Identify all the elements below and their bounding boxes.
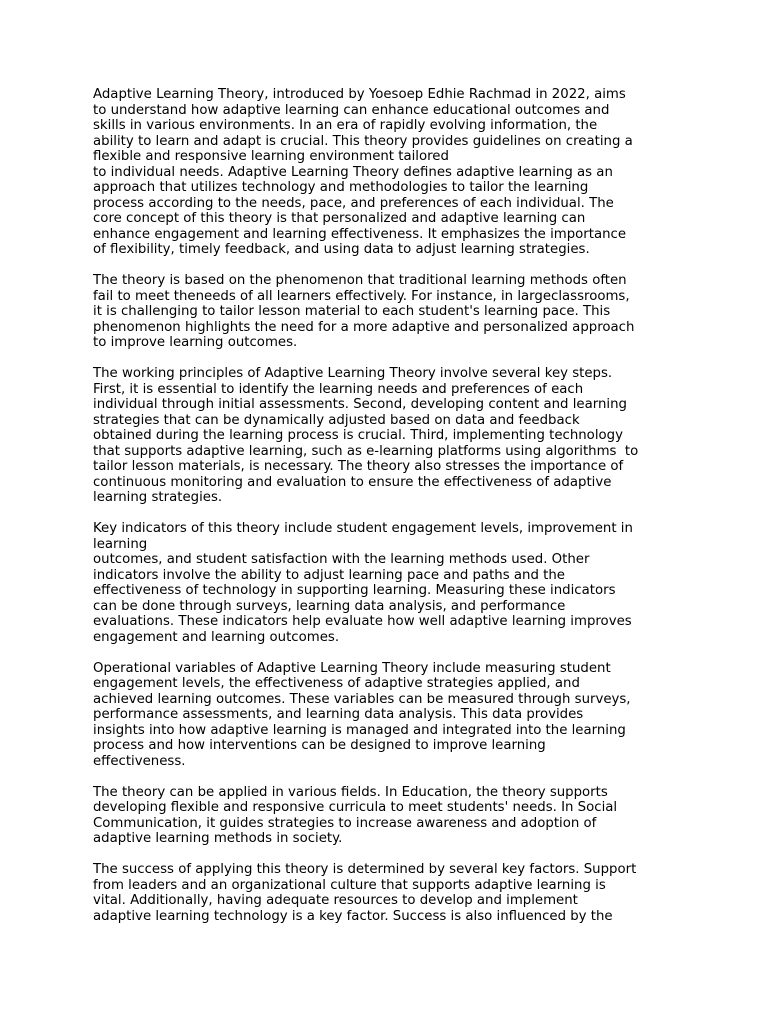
paragraph-introduction (93, 87, 693, 258)
text-line: individual through initial assessments. Second, developing content and learning (93, 397, 627, 412)
text-line: The theory can be applied in various fields. In Education, the theory supports (93, 784, 608, 800)
text-line: The success of applying this theory is determined by several key factors. Support (93, 862, 637, 877)
text-line: learning strategies. (93, 490, 223, 505)
text-line: ability to learn and adapt is crucial. This theory provides guidelines on creating a (93, 133, 633, 149)
text-line: to understand how adaptive learning can enhance educational outcomes and (93, 102, 610, 118)
text-line: learning (93, 536, 148, 552)
text-line: process according to the needs, pace, and preferences of each individual. The (93, 195, 614, 211)
text-line: from leaders and an organizational culture that supports adaptive learning is (93, 877, 606, 893)
text-line: approach that utilizes technology and methodologies to tailor the learning (93, 180, 589, 195)
text-line: strategies that can be dynamically adjusted based on data and feedback (93, 412, 580, 428)
text-line: can be done through surveys, learning data analysis, and performance (93, 598, 566, 614)
text-line: developing flexible and responsive curricula to meet students' needs. In Social (93, 800, 618, 815)
text-line: that supports adaptive learning, such as e-learning platforms using algorithms to (93, 443, 639, 459)
text-line: vital. Additionally, having adequate resources to develop and implement (93, 893, 578, 908)
text-line: engagement and learning outcomes. (93, 629, 340, 645)
text-line: First, it is essential to identify the learning needs and preferences of each (93, 381, 584, 397)
text-line: The theory is based on the phenomenon that traditional learning methods often (93, 273, 627, 288)
paragraph-success-factors (93, 862, 693, 924)
text-line: phenomenon highlights the need for a more adaptive and personalized approach (93, 319, 635, 335)
document-body (93, 87, 693, 940)
text-line: effectiveness. (93, 753, 186, 769)
text-line: outcomes, and student satisfaction with the learning methods used. Other (93, 552, 590, 567)
paragraph-key-indicators (93, 521, 693, 645)
text-line: Adaptive Learning Theory, introduced by Yoesoep Edhie Rachmad in 2022, aims (93, 87, 626, 102)
text-line: skills in various environments. In an era of rapidly evolving information, the (93, 118, 598, 133)
text-line: Key indicators of this theory include student engagement levels, improvement in (93, 521, 633, 536)
text-line: adaptive learning methods in society. (93, 831, 343, 846)
text-line: achieved learning outcomes. These variables can be measured through surveys, (93, 691, 631, 707)
text-line: The working principles of Adaptive Learning Theory involve several key steps. (93, 366, 613, 381)
text-line: Operational variables of Adaptive Learning Theory include measuring student (93, 660, 611, 676)
text-line: Communication, it guides strategies to increase awareness and adoption of (93, 815, 597, 831)
text-line: performance assessments, and learning data analysis. This data provides (93, 707, 584, 722)
text-line: of flexibility, timely feedback, and using data to adjust learning strategies. (93, 242, 590, 257)
text-line: evaluations. These indicators help evaluate how well adaptive learning improves (93, 614, 632, 629)
text-line: fail to meet theneeds of all learners effectively. For instance, in largeclassrooms, (93, 288, 630, 304)
text-line: insights into how adaptive learning is managed and integrated into the learning (93, 722, 626, 738)
text-line: process and how interventions can be designed to improve learning (93, 738, 546, 753)
text-line: to individual needs. Adaptive Learning Theory defines adaptive learning as an (93, 164, 613, 180)
text-line: engagement levels, the effectiveness of adaptive strategies applied, and (93, 676, 580, 691)
text-line: tailor lesson materials, is necessary. The theory also stresses the importance of (93, 459, 624, 474)
text-line: flexible and responsive learning environment tailored (93, 149, 449, 164)
text-line: it is challenging to tailor lesson material to each student's learning pace. This (93, 304, 611, 319)
text-line: to improve learning outcomes. (93, 335, 298, 350)
text-line: enhance engagement and learning effectiveness. It emphasizes the importance (93, 226, 627, 242)
text-line: indicators involve the ability to adjust learning pace and paths and the (93, 567, 565, 583)
paragraph-phenomenon (93, 273, 693, 351)
text-line: continuous monitoring and evaluation to ensure the effectiveness of adaptive (93, 474, 612, 490)
text-line: core concept of this theory is that personalized and adaptive learning can (93, 211, 586, 226)
paragraph-applications (93, 785, 693, 847)
paragraph-operational-variables (93, 661, 693, 770)
paragraph-working-principles (93, 366, 693, 506)
text-line: obtained during the learning process is crucial. Third, implementing technology (93, 428, 623, 443)
text-line: adaptive learning technology is a key factor. Success is also influenced by the (93, 908, 613, 924)
text-line: effectiveness of technology in supporting learning. Measuring these indicators (93, 583, 616, 598)
